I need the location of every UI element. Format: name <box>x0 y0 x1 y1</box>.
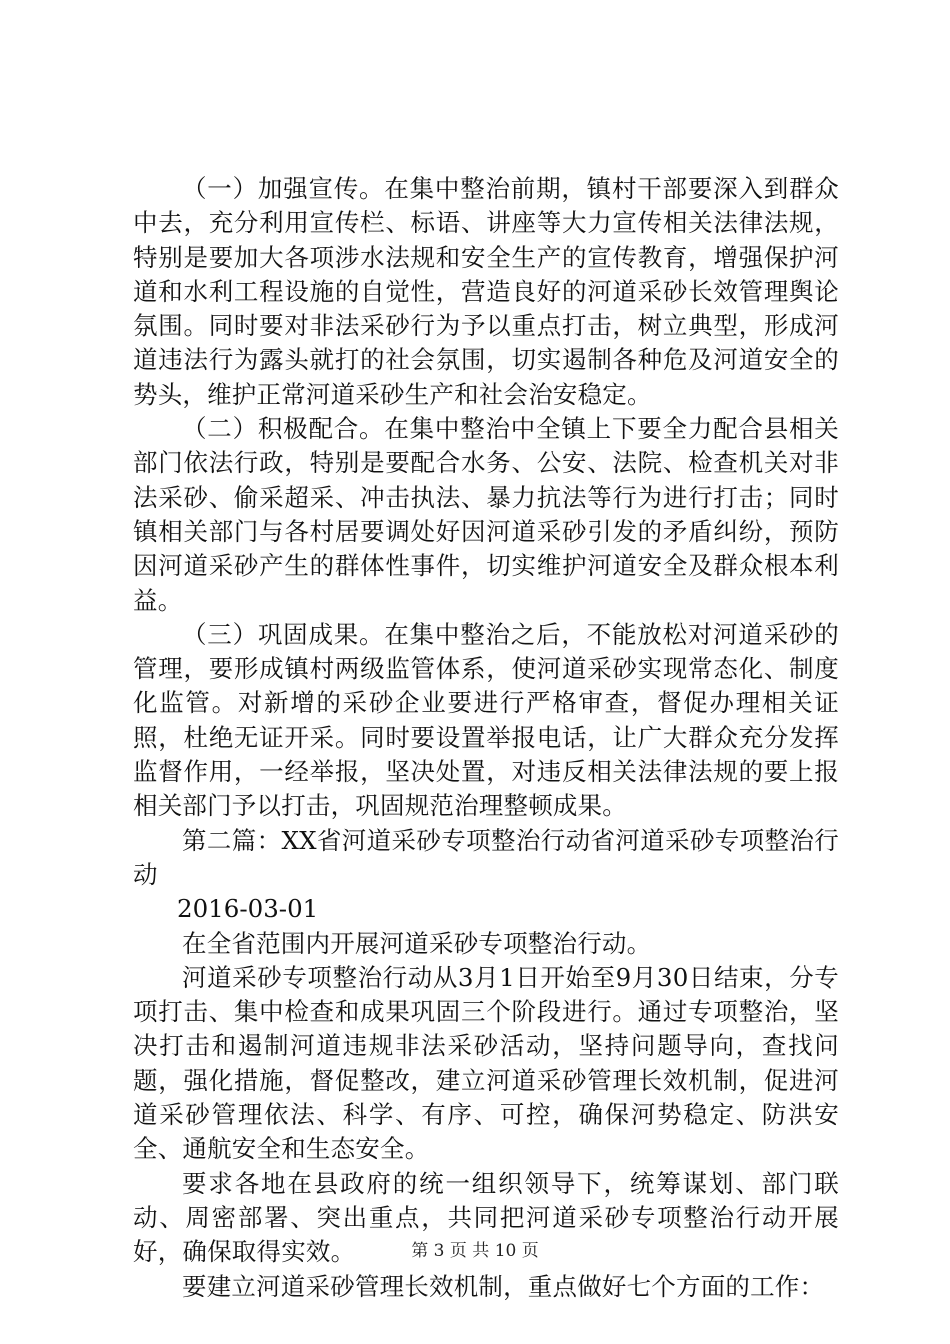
paragraph-county-requirements: 要求各地在县政府的统一组织领导下，统筹谋划、部门联动、周密部署、突出重点，共同把河道采砂专项整治行动开展好，确保取得实效。 <box>133 1168 839 1267</box>
paragraph-campaign-intro: 在全省范围内开展河道采砂专项整治行动。 <box>182 928 652 958</box>
page-number-footer: 第 3 页 共 10 页 <box>411 1241 539 1261</box>
section-heading: 第二篇：XX省河道采砂专项整治行动省河道采砂专项整治行动 <box>133 825 839 889</box>
paragraph-consolidation: （三）巩固成果。在集中整治之后，不能放松对河道采砂的管理，要形成镇村两级监管体系，使河道采砂实现常态化、制度化监管。对新增的采砂企业要进行严格审查，督促办理相关证照，杜绝无证开采。同时要设置举报电话，让广大群众充分发挥监督作用，一经举报，坚决处置，对违反相关法律法规的要上报相关部门予以打击，巩固规范治理整顿成果。 <box>133 619 839 821</box>
paragraph-publicity: （一）加强宣传。在集中整治前期，镇村干部要深入到群众中去，充分利用宣传栏、标语、讲座等大力宣传相关法律法规，特别是要加大各项涉水法规和安全生产的宣传教育，增强保护河道和水利工程设施的自觉性，营造良好的河道采砂长效管理舆论氛围。同时要对非法采砂行为予以重点打击，树立典型，形成河道违法行为露头就打的社会氛围，切实遏制各种危及河道安全的势头，维护正常河道采砂生产和社会治安稳定。 <box>133 174 839 409</box>
paragraph-long-term-mechanism: 要建立河道采砂管理长效机制，重点做好七个方面的工作： <box>182 1271 825 1301</box>
paragraph-cooperation: （二）积极配合。在集中整治中全镇上下要全力配合县相关部门依法行政，特别是要配合水务、公安、法院、检查机关对非法采砂、偷采超采、冲击执法、暴力抗法等行为进行打击；同时镇相关部门与各村居要调处好因河道采砂引发的矛盾纠纷，预防因河道采砂产生的群体性事件，切实维护河道安全及群众根本利益。 <box>133 414 839 615</box>
publish-date: 2016-03-01 <box>177 894 319 924</box>
document-body <box>133 172 839 1304</box>
paragraph-campaign-schedule: 河道采砂专项整治行动从3月1日开始至9月30日结束，分专项打击、集中检查和成果巩固三个阶段进行。通过专项整治，坚决打击和遏制河道违规非法采砂活动，坚持问题导向，查找问题，强化措施，督促整改，建立河道采砂管理长效机制，促进河道采砂管理依法、科学、有序、可控，确保河势稳定、防洪安全、通航安全和生态安全。 <box>133 962 839 1164</box>
